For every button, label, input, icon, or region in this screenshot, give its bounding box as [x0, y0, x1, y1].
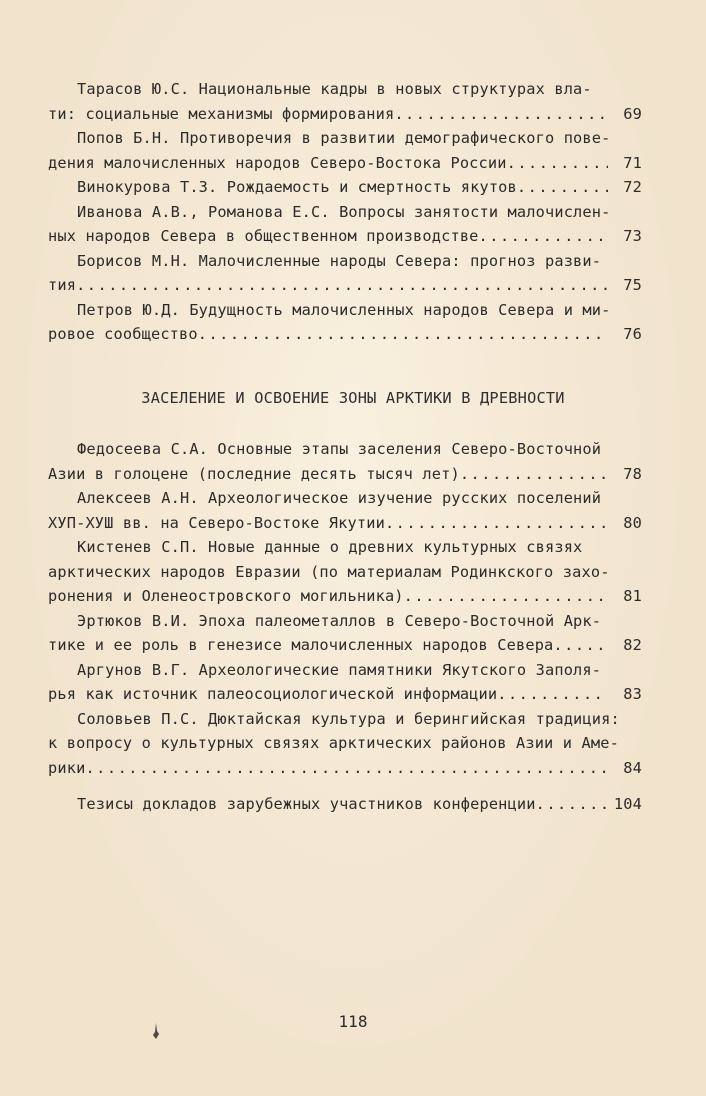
dot-leader: [85, 756, 608, 781]
toc-line: к вопросу о культурных связях арктических районов Азии и Аме-: [48, 734, 619, 752]
toc-line: Федосеева С.А. Основные этапы заселения Северо-Восточной: [77, 440, 602, 458]
toc-line: рики: [48, 758, 86, 777]
toc-entry-last-line: [48, 511, 642, 536]
toc-entry-last-line: [48, 584, 642, 609]
toc-entry-last-line: [48, 175, 642, 200]
toc-page-number: 80: [623, 513, 642, 532]
toc-entry-last-line: [48, 792, 642, 817]
toc-line: дения малочисленных народов Северо-Востока России: [48, 153, 507, 172]
toc-line: Тарасов Ю.С. Национальные кадры в новых структурах вла-: [77, 80, 592, 98]
section-heading: ЗАСЕЛЕНИЕ И ОСВОЕНИЕ ЗОНЫ АРКТИКИ В ДРЕВНОСТИ: [141, 389, 565, 407]
toc-line: Иванова А.В., Романова Е.С. Вопросы занятости малочислен-: [77, 202, 611, 221]
toc-section-foreign: [48, 792, 642, 817]
toc-line: Кистенев С.П. Новые данные о древних культурных связях: [77, 538, 583, 556]
toc-line: Алексеев А.Н. Археологическое изучение русских поселений: [77, 489, 602, 507]
dot-leader: [536, 792, 608, 817]
toc-line: ти: социальные механизмы формирования: [48, 104, 395, 123]
toc-entry-last-line: [48, 273, 642, 298]
toc-entry-last-line: [48, 102, 642, 127]
toc-line: рья как источник палеосоциологической информации: [48, 685, 498, 703]
dot-leader: [76, 273, 608, 298]
toc-line: Попов Б.Н. Противоречия в развитии демографического пове-: [77, 129, 611, 147]
toc-line: ХУП-ХУШ вв. на Северо-Востоке Якутии: [48, 513, 385, 532]
toc-line: Петров Ю.Д. Будущность малочисленных народов Севера и ми-: [77, 300, 611, 319]
toc-page-number: 76: [623, 325, 642, 343]
toc-line: арктических народов Евразии (по материалам Родинкского захо-: [48, 562, 610, 581]
toc-page-number: 83: [623, 685, 642, 703]
toc-page-number: 75: [623, 276, 642, 294]
toc-line: тике и ее роль в генезисе малочисленных народов Севера: [48, 636, 554, 654]
toc-page-number: 81: [623, 587, 642, 605]
dot-leader: [404, 584, 608, 609]
toc-section-archaeology: [48, 437, 642, 780]
dot-leader: [198, 322, 608, 347]
toc-page-number: 78: [623, 464, 642, 483]
toc-entry-last-line: [48, 682, 642, 707]
toc-line: ных народов Севера в общественном производстве: [48, 227, 479, 245]
toc-line: Борисов М.Н. Малочисленные народы Севера: прогноз разви-: [77, 251, 602, 270]
toc-entry-last-line: [48, 462, 642, 487]
toc-page-number: 84: [623, 758, 642, 777]
dot-leader: [497, 682, 608, 707]
toc-entry-last-line: [48, 151, 642, 176]
dot-leader: [479, 224, 608, 249]
dot-leader: [517, 175, 608, 200]
toc-page-number: 73: [623, 227, 642, 245]
dot-leader: [553, 633, 608, 658]
toc-line: тия: [48, 276, 77, 294]
toc-page-number: 104: [613, 795, 642, 813]
toc-page-number: 72: [623, 178, 642, 196]
toc-entry-last-line: [48, 756, 642, 781]
toc-page-number: 82: [623, 636, 642, 654]
dot-leader: [394, 102, 608, 127]
toc-entry-last-line: [48, 322, 642, 347]
toc-line: ронения и Оленеостровского могильника): [48, 587, 404, 605]
toc-line: ровое сообщество: [48, 325, 198, 343]
toc-page-number: 69: [623, 104, 642, 123]
dot-leader: [460, 462, 608, 487]
dot-leader: [385, 511, 608, 536]
toc-section-intro: [48, 77, 642, 347]
page-number: 118: [338, 1012, 368, 1031]
toc-entry-last-line: [48, 224, 642, 249]
toc-line: Соловьев П.С. Дюктайская культура и берингийская традиция:: [77, 709, 620, 728]
toc-entry-last-line: [48, 633, 642, 658]
toc-line: Винокурова Т.З. Рождаемость и смертность якутов: [77, 178, 517, 196]
dot-leader: [507, 151, 608, 176]
toc-page-number: 71: [623, 153, 642, 172]
toc-line: Эртюков В.И. Эпоха палеометаллов в Северо-Восточной Арк-: [77, 611, 602, 630]
toc-line: Тезисы докладов зарубежных участников конференции: [77, 795, 536, 813]
toc-line: Азии в голоцене (последние десять тысяч лет): [48, 464, 460, 483]
toc-line: Аргунов В.Г. Археологические памятники Якутского Заполя-: [77, 660, 602, 679]
